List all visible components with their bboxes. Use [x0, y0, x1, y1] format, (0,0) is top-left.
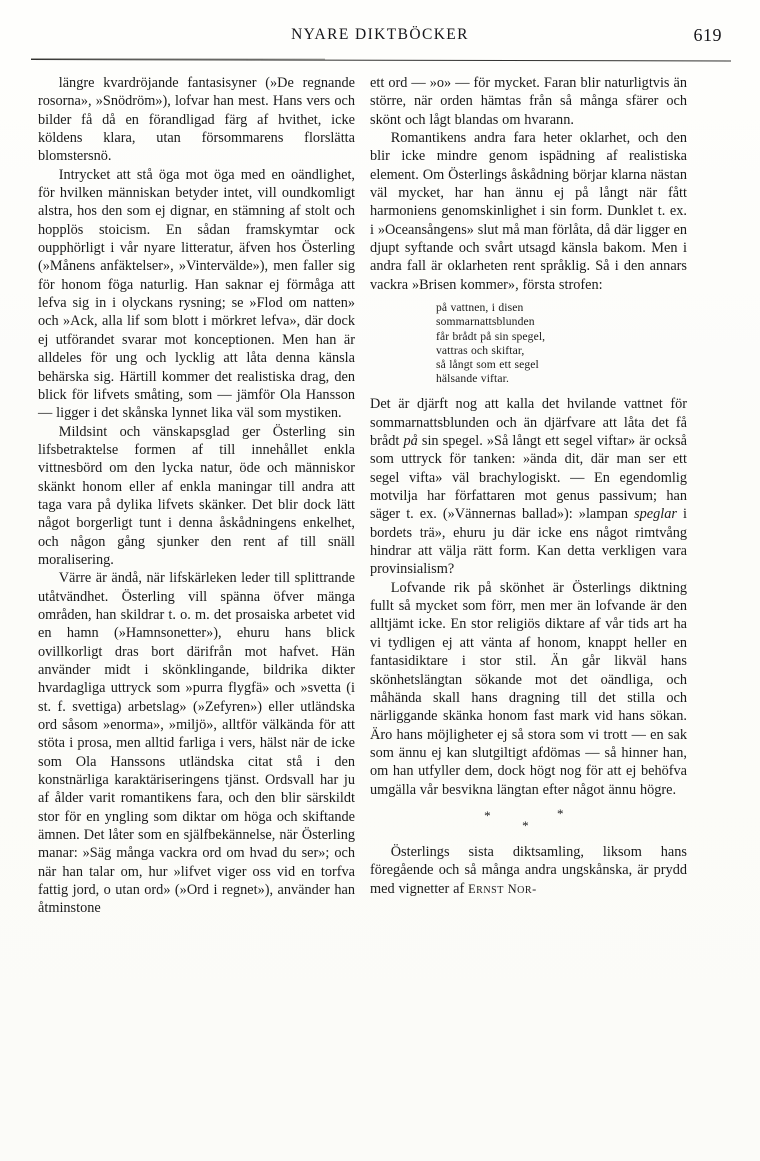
paragraph: Intrycket att stå öga mot öga med en oändlighet, för hvilken människan betyder intet, vill oundkomligt alstra, hos den som ej dignar, en stämning af stolt och hopplös stoicism. En sådan framskymtar ock oupphörligt i vår nyare litteratur, äfven hos Österling (»Månens anfäktelser», »Vintervälde»), men faller sig för honom föga naturlig. Han saknar ej förmåga att lefva sig in i olyckans rysning; se »Flod om natten» och »Ack, alla lif som blott i mörkret lefva», där dock ej utförandet svarar mot konceptionen. Men han är alldeles för ung och lycklig att låta denna känsla behärska sig. Härtill kommer det realistiska drag, den blick för lifvets småting, som — jämför Ola Hansson — ligger i det skånska lynnet lika väl som mystiken.: [38, 166, 355, 422]
asterisk-icon: *: [522, 817, 529, 833]
paragraph: längre kvardröjande fantasisyner (»De regnande rosorna», »Snödröm»), lofvar han mest. Hans vers och bilder få då en förandligad färg af hvithet, icke köldens klara, utan försommarens florslätta blomstersnö.: [38, 75, 355, 165]
paragraph: Lofvande rik på skönhet är Österlings diktning fullt så mycket som förr, men mer än lofvande är den alltjämt icke. En stor religiös diktare af vår tids art ha vi tydligen ej att vänta af honom, knappt heller en fantasidiktare i stor stil. Än går likväl hans skönhetslängtan sökande mot det oändliga, och måhända skall hans dragning till det stilla och närliggande skänka honom fast mark vid hans sökan. Äro hans möjligheter ej så stora som vi trott — en sak som ännu ej kan slutgiltigt afdömas — så hinner han, om han utfyller dem, dock högt nog för att ej behöfva umgälla vår besvikna längtan efter något ännu högre.: [370, 579, 687, 798]
paragraph-text: i bordets trä», ehuru ju där icke ens något rimtvång hindrar att välja rätt form. Kan detta verkligen vara provinsialism?: [370, 506, 687, 578]
paragraph: Mildsint och vänskapsglad ger Österling sin lifsbetraktelse formen af till innehållet enkla vittnesbörd om den lycka natur, öde och människor skänkt honom eller af enkla maningar till andra att taga vara på dylika lifvets skänker. Det blir dock lätt något borgerligt tunt i denna åskådningens enkelhet, och någon gång sjunker den rent af till snäll moralisering.: [38, 423, 355, 568]
asterisk-icon: *: [484, 807, 491, 823]
paragraph: Romantikens andra fara heter oklarhet, och den blir icke mindre genom ispädning af realistiska element. Om Österlings åskådning börjar klarna nästan väl mycket, har han ännu ej på långt när fått harmoniens genomskinlighet i sin form. Dunklet t. ex. i »Oceansångens» slut må man förlåta, då där ligger en djupt syftande och svårt utsagd känsla bakom. Men i andra fall är oklarheten rent språklig. Så i den annars vackra »Brisen kommer», första strofen:: [370, 130, 687, 293]
verse-line: sommarnattsblunden: [436, 315, 535, 329]
verse-quotation: [370, 301, 687, 386]
paragraph: Värre är ändå, när lifskärleken leder till splittrande utåtvändhet. Österling vill spänna öfver mänga områden, han skildrar t. o. m. det prosaiska arbetet vid en hamn (»Hamnsonetter»), ehuru hans blick ovillkorligt dras bort därifrån mot hafvet. Hän använder midt i skönklingande, bildrika dikter hvardagliga uttryck som »purra flygfä» och »svetta (i st. f. svettiga) arbetslag» (»Zefyren») eller utländska ord såsom »enorma», »miljö», alltför välkända för att stöta i prosa, men alltid farliga i vers, hälst när de icke som Ola Hanssons utländska citat stå i den konstnärliga karaktäriseringens tjänst. Ordsvall har ju af ålder varit romantikens fara, och den blir särskildt stor för en yngling som diktar om höga och skiftande ämnen. Det låter som en själfbekännelse, när Österling manar: »Säg många vackra ord om hvad du ser»; och när han talar om, hur »lifvet viger oss vid en torfva fattig jord, o utan ord» (»Ord i regnet»), använder han åtminstone: [38, 570, 355, 917]
emphasis-pa: på: [403, 433, 418, 450]
verse-line: på vattnen, i disen: [436, 301, 524, 315]
right-column: [370, 74, 687, 900]
emphasis-speglar: speglar: [634, 506, 677, 523]
paragraph-text: Österlings sista diktsamling, liksom hans föregående och så många andra ungskånska, är prydd med vignetter af: [370, 843, 687, 897]
verse-line: så långt som ett segel: [436, 357, 539, 371]
paragraph: [370, 843, 687, 900]
running-head-title: NYARE DIKTBÖCKER: [291, 26, 469, 43]
paragraph-text: Det är djärft nog att kalla det hvilande vattnet för sommarnattsblunden och än djärfvare att låta det få brådt: [370, 396, 687, 450]
paragraph: ett ord — »o» — för mycket. Faran blir naturligtvis än större, när orden hämtas från så många sfärer och skönt och lågt blandas om hvarann.: [370, 75, 687, 128]
verse-line: hälsande viftar.: [436, 372, 509, 386]
running-head: [38, 26, 722, 52]
verse-line: vattras och skiftar,: [436, 343, 525, 357]
verse-line: får brådt på sin spegel,: [436, 329, 546, 343]
proper-name-small-caps: ERNST NOR-: [468, 881, 537, 896]
two-column-body: [38, 74, 722, 918]
left-column: [38, 74, 355, 918]
asterisk-icon: *: [557, 805, 564, 821]
asterism-divider: [370, 805, 687, 839]
page-number: 619: [693, 25, 722, 45]
paragraph-text: sin spegel. »Så långt ett segel viftar» är också som uttryck för tanken: »ända dit, där man ser ett segel vifta» väl brachylogiskt. — En egendomlig motvilja har författaren mot genus passivum; han säger t. ex. (»Vännernas ballad»): »lampan: [370, 433, 687, 523]
paragraph: [370, 395, 687, 578]
